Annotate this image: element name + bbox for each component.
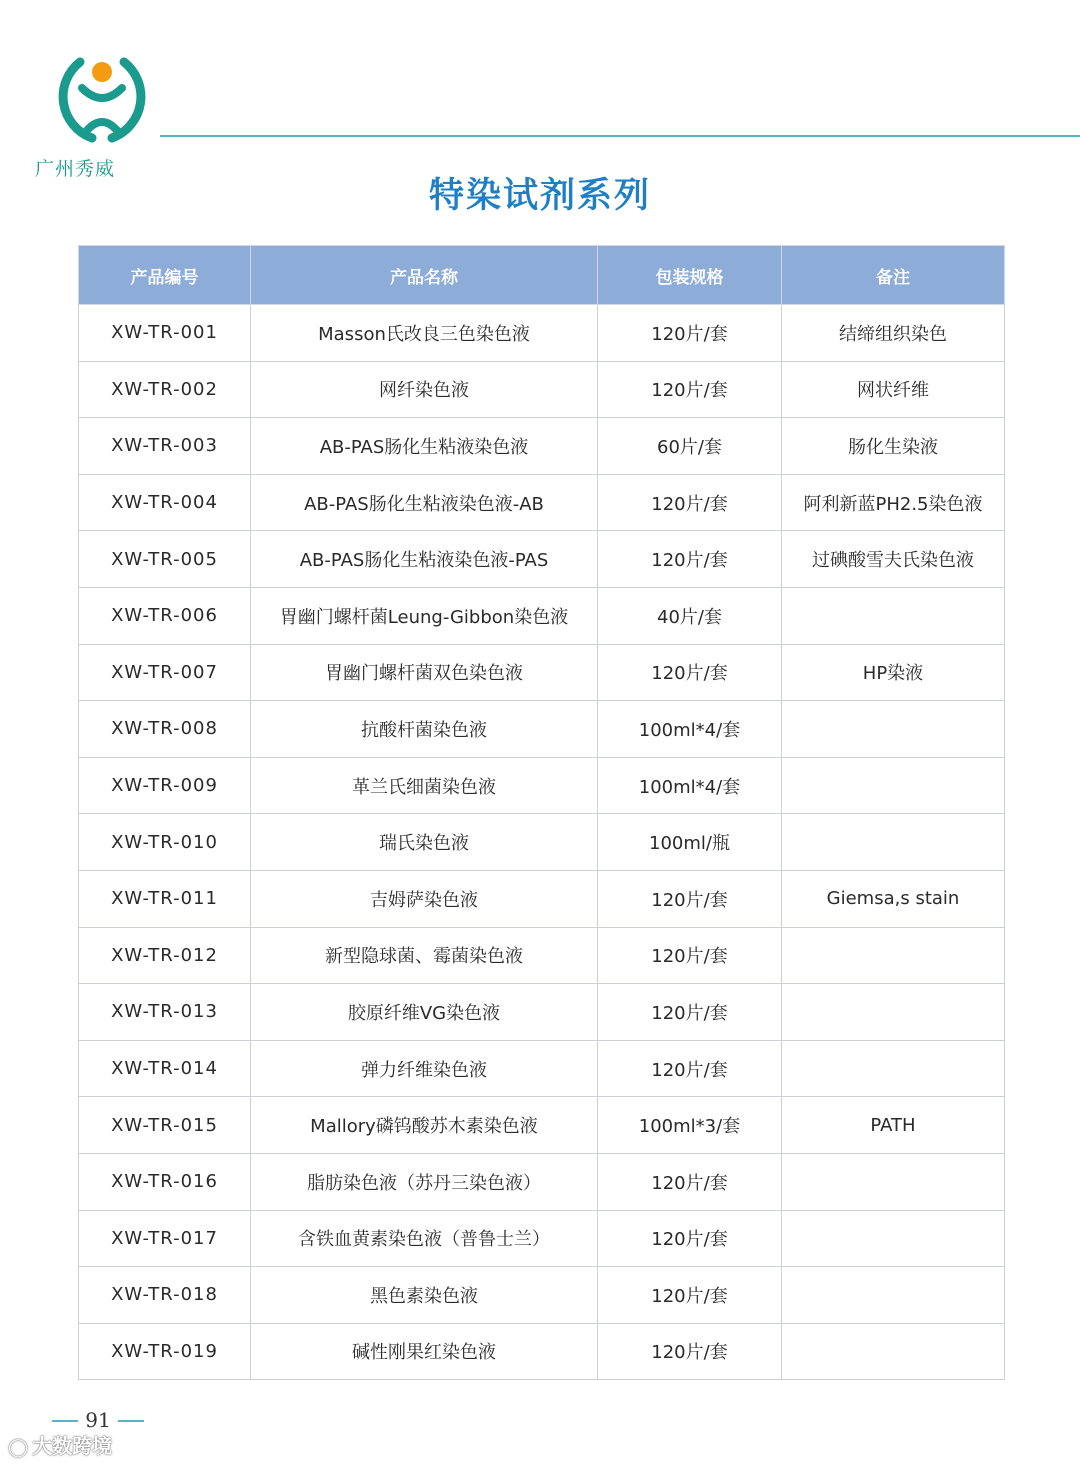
table-row bbox=[79, 531, 1005, 588]
cell-remarks: PATH bbox=[782, 1097, 1005, 1154]
cell-package-spec: 100ml*4/套 bbox=[598, 757, 782, 814]
table-body bbox=[79, 305, 1005, 1380]
cell-product-name: 黑色素染色液 bbox=[251, 1267, 598, 1324]
cell-product-code: XW-TR-018 bbox=[79, 1267, 251, 1324]
table-row bbox=[79, 361, 1005, 418]
table-row bbox=[79, 1210, 1005, 1267]
table-row bbox=[79, 1153, 1005, 1210]
cell-package-spec: 40片/套 bbox=[598, 587, 782, 644]
table-row bbox=[79, 1097, 1005, 1154]
cell-product-name: 革兰氏细菌染色液 bbox=[251, 757, 598, 814]
table-row bbox=[79, 870, 1005, 927]
cell-product-code: XW-TR-017 bbox=[79, 1210, 251, 1267]
cell-package-spec: 120片/套 bbox=[598, 531, 782, 588]
cell-remarks bbox=[782, 1267, 1005, 1324]
cell-product-name: 胃幽门螺杆菌双色染色液 bbox=[251, 644, 598, 701]
cell-product-code: XW-TR-012 bbox=[79, 927, 251, 984]
cell-product-name: 弹力纤维染色液 bbox=[251, 1040, 598, 1097]
cell-product-name: 瑞氏染色液 bbox=[251, 814, 598, 871]
table-row bbox=[79, 814, 1005, 871]
page-title: 特染试剂系列 bbox=[428, 176, 651, 216]
cell-product-name: 碱性刚果红染色液 bbox=[251, 1323, 598, 1380]
table-row bbox=[79, 1040, 1005, 1097]
watermark-text: 大数跨境 bbox=[32, 1434, 113, 1458]
cell-remarks bbox=[782, 984, 1005, 1041]
cell-package-spec: 100ml*4/套 bbox=[598, 701, 782, 758]
cell-package-spec: 120片/套 bbox=[598, 1323, 782, 1380]
cell-remarks bbox=[782, 1153, 1005, 1210]
cell-package-spec: 60片/套 bbox=[598, 418, 782, 475]
cell-package-spec: 120片/套 bbox=[598, 644, 782, 701]
cell-product-code: XW-TR-016 bbox=[79, 1153, 251, 1210]
header-remarks: 备注 bbox=[782, 246, 1005, 305]
cell-product-code: XW-TR-002 bbox=[79, 361, 251, 418]
cell-package-spec: 120片/套 bbox=[598, 1210, 782, 1267]
cell-remarks: 网状纤维 bbox=[782, 361, 1005, 418]
cell-package-spec: 120片/套 bbox=[598, 474, 782, 531]
table-header-row bbox=[79, 246, 1005, 305]
cell-product-name: AB-PAS肠化生粘液染色液-AB bbox=[251, 474, 598, 531]
table-row bbox=[79, 984, 1005, 1041]
cell-product-code: XW-TR-005 bbox=[79, 531, 251, 588]
cell-product-code: XW-TR-010 bbox=[79, 814, 251, 871]
cell-remarks: HP染液 bbox=[782, 644, 1005, 701]
page-number-dash-right bbox=[118, 1420, 144, 1422]
cell-product-name: 吉姆萨染色液 bbox=[251, 870, 598, 927]
brand-name: 广州秀威 bbox=[34, 158, 115, 180]
header-package-spec: 包装规格 bbox=[598, 246, 782, 305]
cell-product-code: XW-TR-019 bbox=[79, 1323, 251, 1380]
header-product-name: 产品名称 bbox=[251, 246, 598, 305]
cell-remarks: 过碘酸雪夫氏染色液 bbox=[782, 531, 1005, 588]
table-row bbox=[79, 644, 1005, 701]
table-row bbox=[79, 418, 1005, 475]
cell-product-name: 脂肪染色液（苏丹三染色液） bbox=[251, 1153, 598, 1210]
cell-product-code: XW-TR-013 bbox=[79, 984, 251, 1041]
page-number-value: 91 bbox=[85, 1408, 111, 1432]
cell-remarks: 结缔组织染色 bbox=[782, 305, 1005, 362]
cell-remarks bbox=[782, 1210, 1005, 1267]
cell-product-name: Masson氏改良三色染色液 bbox=[251, 305, 598, 362]
weibo-icon: ◯ bbox=[8, 1437, 29, 1458]
cell-product-name: 抗酸杆菌染色液 bbox=[251, 701, 598, 758]
cell-product-code: XW-TR-015 bbox=[79, 1097, 251, 1154]
cell-product-code: XW-TR-014 bbox=[79, 1040, 251, 1097]
cell-product-code: XW-TR-011 bbox=[79, 870, 251, 927]
cell-remarks bbox=[782, 587, 1005, 644]
cell-product-name: 新型隐球菌、霉菌染色液 bbox=[251, 927, 598, 984]
cell-product-code: XW-TR-009 bbox=[79, 757, 251, 814]
table-row bbox=[79, 474, 1005, 531]
cell-remarks bbox=[782, 814, 1005, 871]
table-row bbox=[79, 1323, 1005, 1380]
cell-product-code: XW-TR-001 bbox=[79, 305, 251, 362]
page-number-dash-left bbox=[52, 1420, 78, 1422]
cell-package-spec: 120片/套 bbox=[598, 1267, 782, 1324]
cell-package-spec: 120片/套 bbox=[598, 1040, 782, 1097]
cell-remarks bbox=[782, 757, 1005, 814]
cell-remarks: 阿利新蓝PH2.5染色液 bbox=[782, 474, 1005, 531]
table-row bbox=[79, 587, 1005, 644]
cell-product-code: XW-TR-008 bbox=[79, 701, 251, 758]
cell-remarks: 肠化生染液 bbox=[782, 418, 1005, 475]
cell-product-code: XW-TR-004 bbox=[79, 474, 251, 531]
cell-remarks bbox=[782, 927, 1005, 984]
cell-package-spec: 100ml*3/套 bbox=[598, 1097, 782, 1154]
cell-remarks bbox=[782, 1040, 1005, 1097]
cell-package-spec: 120片/套 bbox=[598, 1153, 782, 1210]
header-product-code: 产品编号 bbox=[79, 246, 251, 305]
table-row bbox=[79, 927, 1005, 984]
cell-package-spec: 120片/套 bbox=[598, 984, 782, 1041]
cell-package-spec: 100ml/瓶 bbox=[598, 814, 782, 871]
cell-remarks bbox=[782, 1323, 1005, 1380]
cell-product-name: AB-PAS肠化生粘液染色液 bbox=[251, 418, 598, 475]
cell-package-spec: 120片/套 bbox=[598, 361, 782, 418]
table-row bbox=[79, 757, 1005, 814]
cell-product-code: XW-TR-003 bbox=[79, 418, 251, 475]
brand-logo-mark bbox=[50, 52, 154, 148]
cell-product-name: 胶原纤维VG染色液 bbox=[251, 984, 598, 1041]
cell-product-name: 胃幽门螺杆菌Leung-Gibbon染色液 bbox=[251, 587, 598, 644]
cell-package-spec: 120片/套 bbox=[598, 927, 782, 984]
product-table bbox=[78, 245, 1005, 1380]
page-number bbox=[52, 1408, 144, 1432]
cell-product-name: 含铁血黄素染色液（普鲁士兰） bbox=[251, 1210, 598, 1267]
cell-product-code: XW-TR-007 bbox=[79, 644, 251, 701]
table-row bbox=[79, 1267, 1005, 1324]
cell-package-spec: 120片/套 bbox=[598, 305, 782, 362]
header-divider bbox=[160, 135, 1080, 137]
cell-product-name: AB-PAS肠化生粘液染色液-PAS bbox=[251, 531, 598, 588]
cell-package-spec: 120片/套 bbox=[598, 870, 782, 927]
cell-product-code: XW-TR-006 bbox=[79, 587, 251, 644]
cell-remarks: Giemsa,s stain bbox=[782, 870, 1005, 927]
cell-remarks bbox=[782, 701, 1005, 758]
table-row bbox=[79, 305, 1005, 362]
cell-product-name: Mallory磷钨酸苏木素染色液 bbox=[251, 1097, 598, 1154]
watermark bbox=[8, 1430, 112, 1460]
cell-product-name: 网纤染色液 bbox=[251, 361, 598, 418]
table-row bbox=[79, 701, 1005, 758]
